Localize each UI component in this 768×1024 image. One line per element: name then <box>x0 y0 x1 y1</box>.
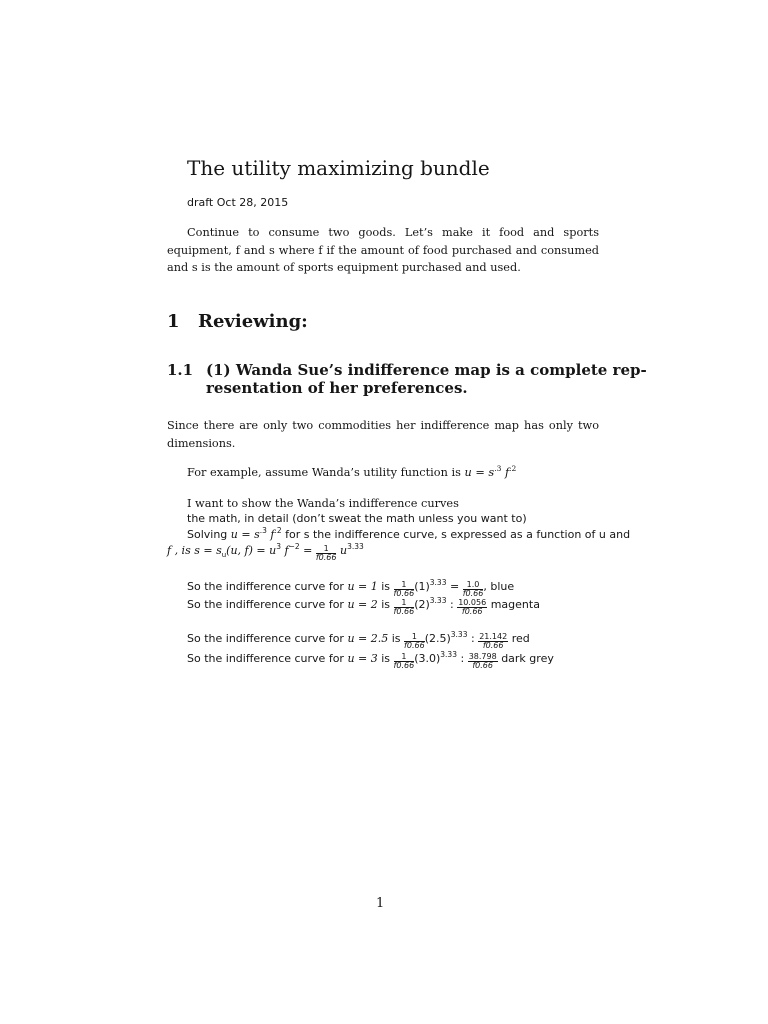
exponent-s: .3 <box>494 464 502 473</box>
result-num: 38.798 <box>468 652 497 661</box>
solving-exp-f2: −2 <box>288 542 300 551</box>
frac-num: 1 <box>404 633 425 642</box>
solving-args: (u, f) = u <box>226 544 277 557</box>
solving-u: u = s <box>230 528 260 541</box>
curve-exp: 3.33 <box>440 650 457 659</box>
curve-eq: : <box>460 652 465 665</box>
curve-color: blue <box>490 580 515 593</box>
solving-exp-f: .2 <box>274 526 282 535</box>
curve-fraction <box>404 633 425 650</box>
subsection-number: 1.1 <box>167 361 194 379</box>
curve-u: u = 1 <box>347 580 378 593</box>
frac-den: f0.66 <box>393 607 415 616</box>
curve-exp: 3.33 <box>450 630 468 639</box>
frac-num: 1 <box>394 581 415 590</box>
result-den: f0.66 <box>461 607 483 616</box>
solving-frac-den: f0.66 <box>315 553 337 562</box>
curve-is: is <box>381 598 391 611</box>
result-den: f0.66 <box>462 589 484 598</box>
solving-f: f <box>270 528 275 541</box>
solving-line <box>187 528 630 541</box>
exponent-f: .2 <box>509 464 517 473</box>
curve-result-fraction <box>478 633 508 650</box>
solving-eq: = <box>303 544 316 557</box>
result-den: f0.66 <box>472 661 493 670</box>
curve-paren: (2.5) <box>424 632 451 645</box>
frac-num: 1 <box>394 599 415 608</box>
subsection-title-line2: resentation of her preferences. <box>206 379 468 397</box>
utility-formula-f: f <box>504 466 510 479</box>
curve-lead: So the indifference curve for <box>187 632 344 645</box>
curve-is: is <box>381 652 391 665</box>
curve-paren: (3.0) <box>414 652 441 665</box>
solving-text: for s the indifference curve, s expressed as a function of u and <box>285 528 631 541</box>
curve-fraction <box>394 599 415 616</box>
result-num: 1.0 <box>463 581 484 590</box>
curve-line-3 <box>187 632 530 650</box>
solving-u2: u <box>339 544 348 557</box>
solving-fraction <box>316 545 337 562</box>
curve-eq: : <box>449 598 454 611</box>
solving-exp-s: .3 <box>259 526 267 535</box>
curve-line-2 <box>187 598 540 616</box>
section-title: Reviewing: <box>198 311 308 332</box>
math-note: the math, in detail (don’t sweat the math unless you want to) <box>187 512 527 525</box>
curve-fraction <box>394 653 415 670</box>
curve-eq: = <box>449 580 460 593</box>
result-den: f0.66 <box>482 641 504 650</box>
curve-u: u = 3 <box>347 652 378 665</box>
curve-fraction <box>394 581 415 598</box>
solving-lead: Solving <box>187 528 228 541</box>
example-line <box>187 464 516 482</box>
solving-sub: u <box>221 551 227 560</box>
draft-date: draft Oct 28, 2015 <box>187 196 289 209</box>
intro-paragraph: Continue to consume two goods. Let’s make it food and sports equipment, f and s where f if the amount of food purchased and consumed and s is the amount of sports equipment purchased and used. <box>167 226 599 274</box>
curve-lead: So the indifference curve for <box>187 580 344 593</box>
curve-exp: 3.33 <box>429 596 447 605</box>
dimensions-paragraph: Since there are only two commodities her indifference map has only two dimensions. <box>167 419 599 450</box>
curve-color: magenta <box>490 598 540 611</box>
curve-is: is <box>381 580 391 593</box>
result-num: 10.056 <box>458 598 487 607</box>
solving-result-lead: f , is s = s <box>167 544 222 557</box>
curve-color: red <box>511 632 530 645</box>
curve-result-fraction <box>463 581 484 598</box>
curve-result-fraction <box>468 653 498 670</box>
utility-formula-u: u = s <box>464 466 495 479</box>
solving-f2: f <box>284 544 289 557</box>
curve-eq: : <box>470 632 475 645</box>
frac-den: f0.66 <box>393 589 415 598</box>
curve-paren: (1) <box>414 580 430 593</box>
curve-lead: So the indifference curve for <box>187 598 344 611</box>
curve-line-1: So the indifference curve for u = 1 is $\frac{1}{f0.66}$ $(1)^{3.33}$ = $\frac{1.0}{f0.66}$ , blue <box>187 578 515 598</box>
curve-lead: So the indifference curve for <box>187 652 344 665</box>
section-number: 1 <box>167 311 180 332</box>
subsection-title-line1: (1) Wanda Sue’s indifference map is a complete rep- <box>206 361 647 379</box>
frac-num: 1 <box>394 653 415 662</box>
curve-exp: 3.33 <box>429 578 447 587</box>
curve-u: u = 2.5 <box>347 632 389 645</box>
curve-result-fraction <box>457 599 487 616</box>
solving-exp-u: 3 <box>276 542 281 551</box>
frac-den: f0.66 <box>393 661 415 670</box>
curve-is: is <box>391 632 401 645</box>
solving-frac-num: 1 <box>316 545 337 554</box>
solving-result-line <box>167 544 364 562</box>
curve-u: u = 2 <box>347 598 378 611</box>
page-title: The utility maximizing bundle <box>187 156 490 180</box>
example-lead: For example, assume Wanda’s utility function is <box>187 466 461 479</box>
show-curves-line: I want to show the Wanda’s indifference curves <box>187 497 459 510</box>
solving-exp-final: 3.33 <box>347 542 364 551</box>
result-num: 21.142 <box>479 632 508 641</box>
curve-line-4 <box>187 652 554 670</box>
frac-den: f0.66 <box>404 641 425 650</box>
curve-color: dark grey <box>501 652 554 665</box>
curve-paren: (2) <box>414 598 430 611</box>
page-number: 1 <box>376 896 385 911</box>
